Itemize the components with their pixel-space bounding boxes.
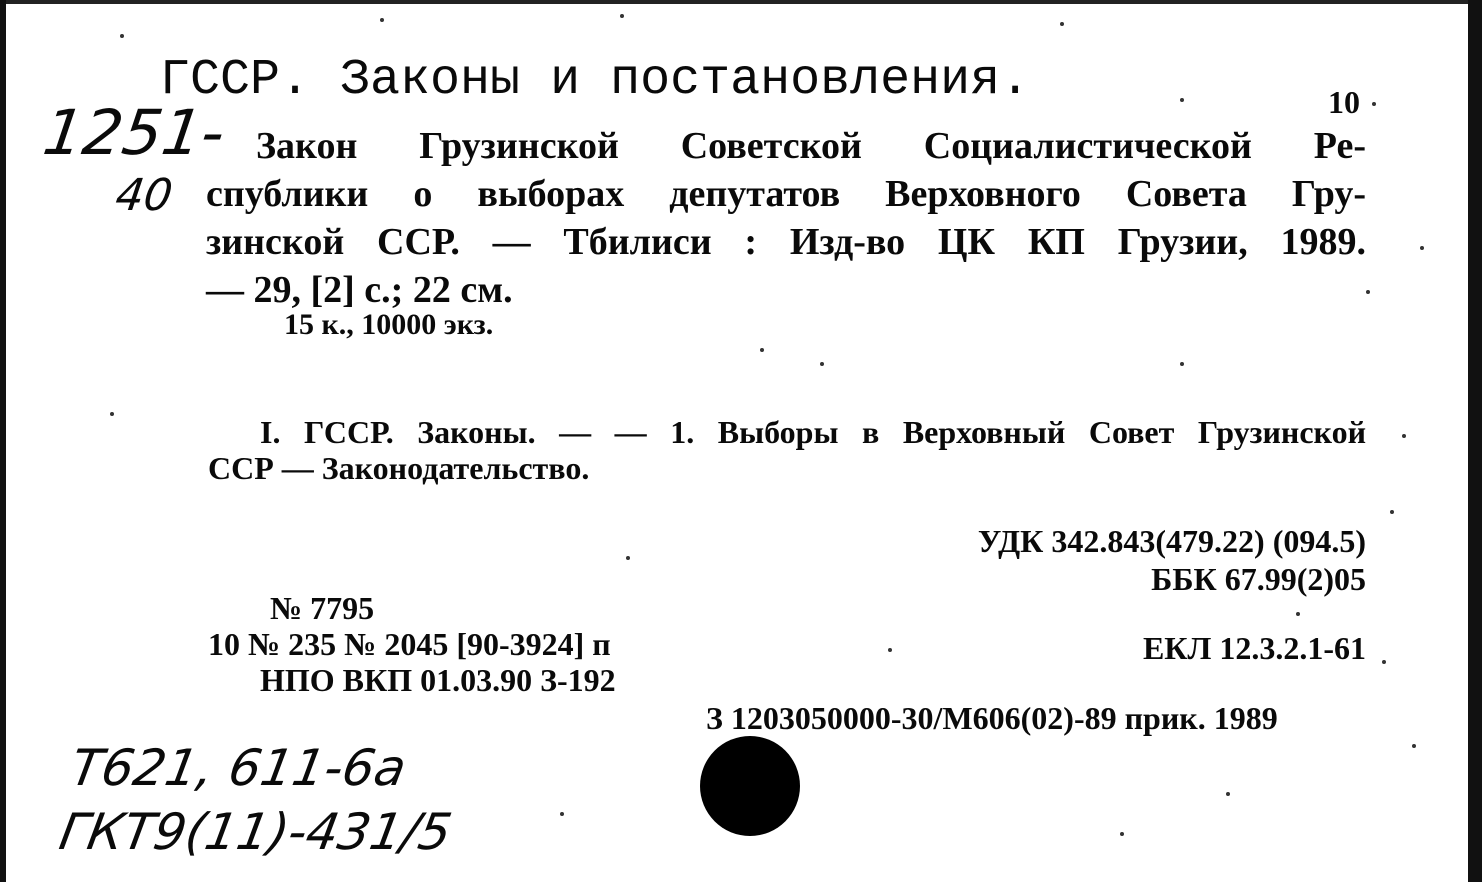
entry-line: зинской ССР. — Тбилиси : Изд-во ЦК КП Грузии, 1989. bbox=[206, 221, 1366, 263]
card-edge-right bbox=[1468, 0, 1482, 882]
speck bbox=[1372, 102, 1376, 106]
card-edge-left bbox=[0, 0, 6, 882]
speck bbox=[626, 556, 630, 560]
speck bbox=[1402, 434, 1406, 438]
handwritten-shelf-marks bbox=[55, 736, 468, 864]
entry-line: — 29, [2] с.; 22 см. bbox=[206, 269, 513, 311]
price-and-print-run: 15 к., 10000 экз. bbox=[284, 308, 494, 341]
speck bbox=[1296, 612, 1300, 616]
speck bbox=[620, 14, 624, 18]
speck bbox=[1060, 22, 1064, 26]
card-edge-top bbox=[0, 0, 1482, 4]
speck bbox=[1390, 510, 1394, 514]
entry-line: спублики о выборах депутатов Верховного Совета Гру- bbox=[206, 173, 1366, 215]
speck bbox=[760, 348, 764, 352]
speck bbox=[888, 648, 892, 652]
npo-line: НПО ВКП 01.03.90 З-192 bbox=[260, 662, 616, 698]
publisher-code: З 1203050000-30/М606(02)-89 прик. 1989 bbox=[706, 700, 1278, 736]
speck bbox=[1420, 246, 1424, 250]
card-number: 10 bbox=[1328, 84, 1360, 120]
order-number: № 7795 bbox=[270, 590, 375, 626]
speck bbox=[1180, 362, 1184, 366]
handwritten-call-number: 1251- bbox=[38, 96, 230, 169]
speck bbox=[1226, 792, 1230, 796]
card-heading: ГССР. Законы и постановления. bbox=[160, 52, 1031, 109]
subject-tracings bbox=[208, 414, 1366, 486]
speck bbox=[120, 34, 124, 38]
entry-line: Закон Грузинской Советской Социалистической Ре- bbox=[256, 125, 1366, 167]
bbk-code: ББК 67.99(2)05 bbox=[1151, 561, 1366, 597]
print-run-line: 10 № 235 № 2045 [90-3924] п bbox=[208, 626, 611, 662]
handwritten-call-number-suffix: 40 bbox=[112, 170, 176, 221]
speck bbox=[1412, 744, 1416, 748]
speck bbox=[1382, 660, 1386, 664]
shelf-mark-line: ГКТ9(11)-431/5 bbox=[55, 803, 456, 861]
tracing-line: I. ГССР. Законы. — — 1. Выборы в Верховный Совет Грузинской bbox=[260, 414, 1366, 450]
speck bbox=[820, 362, 824, 366]
speck bbox=[110, 412, 114, 416]
speck bbox=[560, 812, 564, 816]
printing-info bbox=[208, 590, 616, 698]
shelf-mark-line: Т621, 611-6а bbox=[66, 739, 411, 797]
speck bbox=[1180, 98, 1184, 102]
udk-code: УДК 342.843(479.22) (094.5) bbox=[977, 523, 1366, 559]
punch-hole bbox=[700, 736, 800, 836]
speck bbox=[1120, 832, 1124, 836]
tracing-line: ССР — Законодательство. bbox=[208, 450, 590, 486]
speck bbox=[1366, 290, 1370, 294]
bibliographic-entry bbox=[206, 122, 1366, 314]
ekl-code: ЕКЛ 12.3.2.1-61 bbox=[1142, 630, 1366, 666]
speck bbox=[380, 18, 384, 22]
classification-codes bbox=[978, 522, 1366, 598]
